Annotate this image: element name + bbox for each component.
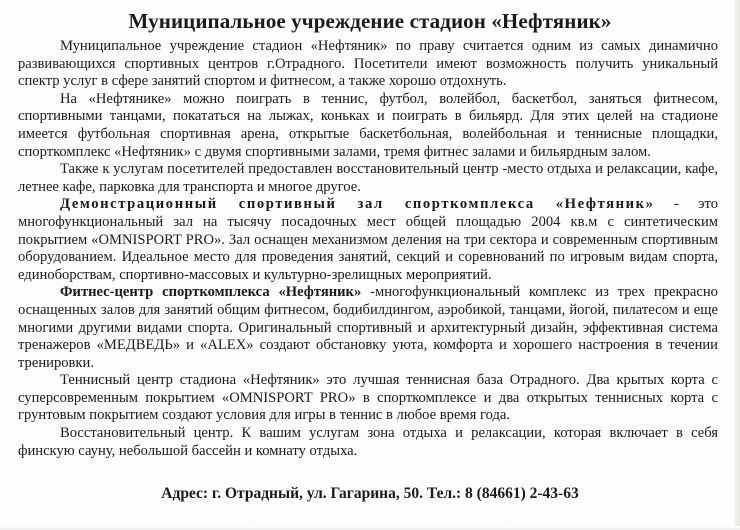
demo-hall-text: - это многофункциональный зал на тысячу посадочных мест общей площадью 2004 кв.м с синтетическим покрытием «OMNISPORT PRO». Зал оснащен механизмом деления на три сектора и современным спортивным оборудованием. Идеальное место для проведения занятий, секций и соревнований по игровым видам спорта, единоборствам, спортивно-массовых и культурно-зрелищных мероприятий. (18, 196, 719, 283)
fitness-center-paragraph (18, 284, 718, 372)
document-title: Муниципальное учреждение стадион «Нефтяник» (128, 9, 612, 33)
page-bottom-shadow (0, 526, 740, 530)
intro-paragraph: Муниципальное учреждение стадион «Нефтяник» по праву считается одним из самых динамично развивающихся спортивных центров г.Отрадного. Посетители имеют возможность получить уникальный спектр услуг в сфере занятий спортом и фитнесом, а также хорошо отдохнуть. (18, 38, 718, 90)
document-body (18, 38, 718, 460)
tennis-center-paragraph: Теннисный центр стадиона «Нефтяник» это лучшая теннисная база Отрадного. Два крытых корта с суперсовременным покрытием «OMNISPORT PRO» в спорткомплексе и два открытых теннисных корта с грунтовым покрытием создают условия для игры в теннис в любое время года. (18, 372, 718, 424)
recovery-center-paragraph: Восстановительный центр. К вашим услугам зона отдыха и релаксации, которая включает в себя финскую сауну, небольшой бассейн и комнату отдыха. (18, 425, 718, 459)
services-paragraph: Также к услугам посетителей предоставлен восстановительный центр -место отдыха и релаксации, кафе, летнее кафе, парковка для транспорта и многое другое. (18, 161, 718, 195)
fitness-center-text: -многофункциональный комплекс из трех прекрасно оснащенных залов для занятий общим фитнесом, бодибилдингом, аэробикой, танцами, йогой, пилатесом и еще многими другими видами спорта. Оригинальный спортивный и архитектурный дизайн, эффективная система тренажеров «МЕДВЕДЬ» и «ALEX» создают обстановку уюта, комфорта и хорошего настроения в течении тренировки. (18, 284, 718, 371)
activities-paragraph: На «Нефтянике» можно поиграть в теннис, футбол, волейбол, баскетбол, заняться фитнесом, спортивными танцами, покататься на лыжах, коньках и поиграть в бильярд. Для этих целей на стадионе имеется футбольная спортивная арена, открытые баскетбольная, волейбольная и теннисные площадки, спорткомплекс «Нефтяник» с двумя спортивными залами, тремя фитнес залами и бильярдным залом. (18, 90, 718, 160)
fitness-center-heading: Фитнес-центр спорткомплекса «Нефтяник» (60, 284, 362, 301)
contact-address: Адрес: г. Отрадный, ул. Гагарина, 50. Тел.: 8 (84661) 2-43-63 (161, 485, 579, 502)
page-edge-shadow (734, 0, 740, 530)
demo-hall-heading: Демонстрационный спортивный зал спорткомплекса «Нефтяник» (60, 196, 655, 213)
demo-hall-paragraph (18, 196, 718, 284)
